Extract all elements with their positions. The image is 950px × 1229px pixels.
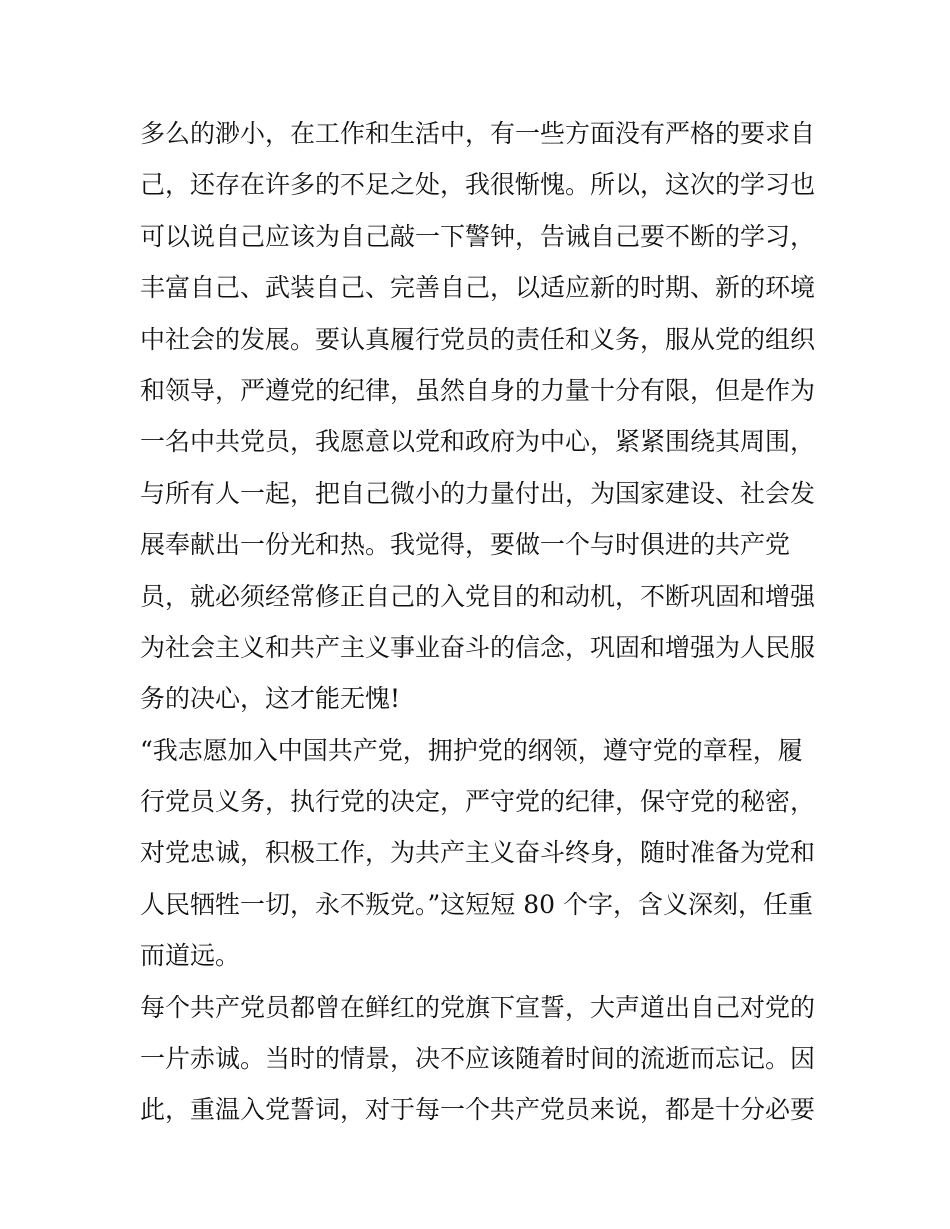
text-line-1: 多么的渺小，在工作和生活中，有一些方面没有严格的要求自 (140, 119, 816, 148)
text-line-18: 每个共产党员都曾在鲜红的党旗下宣誓，大声道出自己对党的 (140, 992, 816, 1022)
text-line-17: 而道远。 (140, 941, 241, 971)
text-line-8: 与所有人一起，把自己微小的力量付出，为国家建设、社会发 (140, 478, 816, 508)
text-line-6: 和领导，严遵党的纪律，虽然自身的力量十分有限，但是作为 (140, 375, 816, 405)
text-line-3: 可以说自己应该为自己敲一下警钟，告诫自己要不断的学习， (140, 221, 816, 251)
text-line-14: 行党员义务，执行党的决定，严守党的纪律，保守党的秘密， (140, 787, 816, 817)
text-line-20: 此，重温入党誓词，对于每一个共产党员来说，都是十分必要 (140, 1095, 816, 1125)
text-line-15: 对党忠诚，积极工作，为共产主义奋斗终身，随时准备为党和 (140, 838, 816, 868)
text-line-13: “我志愿加入中国共产党，拥护党的纲领，遵守党的章程，履 (140, 735, 803, 765)
text-line-9: 展奉献出一份光和热。我觉得，要做一个与时俱进的共产党 (140, 530, 791, 560)
text-line-11: 为社会主义和共产主义事业奋斗的信念，巩固和增强为人民服 (140, 632, 816, 662)
text-line-12: 务的决心，这才能无愧! (140, 684, 401, 714)
document-body (140, 108, 816, 1136)
text-line-2: 己，还存在许多的不足之处，我很惭愧。所以，这次的学习也 (140, 170, 816, 200)
text-line-19: 一片赤诚。当时的情景，决不应该随着时间的流逝而忘记。因 (140, 1044, 816, 1074)
text-line-16: 人民牺牲一切，永不叛党。”这短短 80 个字，含义深刻，任重 (140, 889, 813, 919)
text-line-10: 员，就必须经常修正自己的入党目的和动机，不断巩固和增强 (140, 581, 816, 611)
text-line-5: 中社会的发展。要认真履行党员的责任和义务，服从党的组织 (140, 324, 816, 354)
text-line-7: 一名中共党员，我愿意以党和政府为中心，紧紧围绕其周围， (140, 427, 816, 457)
text-line-4: 丰富自己、武装自己、完善自己，以适应新的时期、新的环境 (140, 273, 816, 303)
